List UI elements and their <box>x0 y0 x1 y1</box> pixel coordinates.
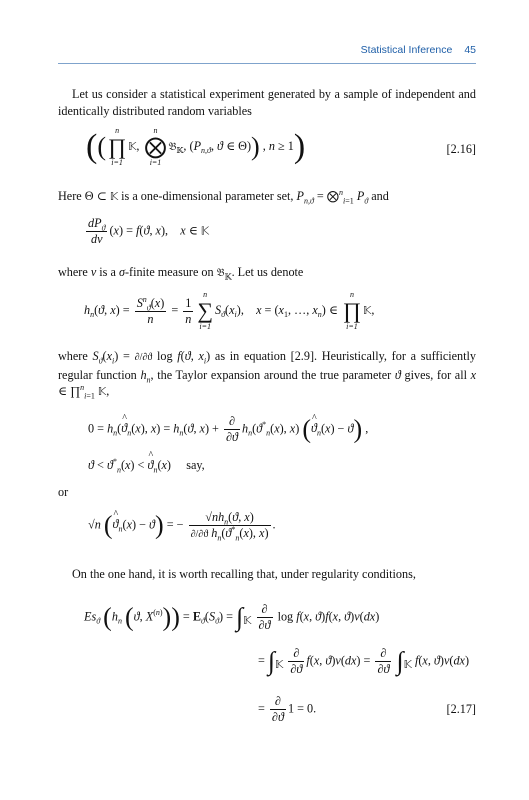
equation-2-17: $Es_ϑ$ ($h_n$ (ϑ, $X^{(n)})) = E_ϑ(S_ϑ) = \int_𝕂$ $\frac{\partial}{\partial ϑ}$ log f(x, ϑ)f(x, ϑ)ν(dx) = $\int_𝕂$ $\frac{\partial}{\partial ϑ}$ f(x, ϑ)ν(dx) = $\frac{\partial}{\partial ϑ}$ $\int_𝕂$ f(x, ϑ)ν(dx) = $\frac{\partial}{\partial ϑ}$ 1 = 0. [2.17] <box>84 602 476 724</box>
text-here: Here <box>58 189 82 203</box>
paragraph-parameter-set: Here Θ ⊂ 𝕂 is a one-dimensional parameter set, $P_{n,ϑ}$ = ⨂$^n_{i=1}$ $P_ϑ$ and <box>58 187 389 206</box>
equation-number-2-16: [2.16] <box>446 142 476 156</box>
paragraph-measure: where ν is a σ-finite measure on 𝔅$_𝕂$. Let us denote <box>58 265 304 282</box>
equation-number-2-17: [2.17] <box>446 702 476 716</box>
text-say: say, <box>186 458 205 472</box>
text-taylor-3: gives, for all <box>404 367 467 382</box>
text-is-a: is a <box>99 265 116 279</box>
equation-density: $\frac{dP_ϑ}{d\nu}$ (x) = f(ϑ, x), x ∈ 𝕂 <box>88 216 210 246</box>
running-header <box>58 44 476 60</box>
text-and: and <box>371 189 389 203</box>
equation-normalized: √n (^ $ϑ_n(x) - ϑ$) = − $\frac{√nh_n(ϑ, x)}{\partial/\partial ϑ h_n(ϑ^*_n(x), x)}$ . <box>58 508 476 554</box>
paragraph-intro: Let us consider a statistical experiment generated by a sample of independent and identically distributed random variables <box>58 87 476 118</box>
paragraph-regularity: On the one hand, it is worth recalling that, under regularity conditions, <box>72 567 416 581</box>
text-let-us-denote: . Let us denote <box>231 265 304 279</box>
text-param-set: is a one-dimensional parameter set, <box>121 189 294 203</box>
text-or: or <box>58 485 69 499</box>
text-where-2: where <box>58 349 88 363</box>
text-taylor-1: as in equation [2.9]. Heuristically, for a sufficiently regular function <box>58 349 477 382</box>
page-number: 45 <box>464 44 476 56</box>
running-title: Statistical Inference <box>360 44 453 56</box>
equation-bounds: $ϑ < ϑ^*_n(x)$ < ^ $ϑ_n(x)$ say, <box>58 458 476 478</box>
text-finite-measure: -finite measure on <box>124 265 214 279</box>
text-where: where <box>58 265 88 279</box>
equation-taylor: $0 = h_n(\^{}$ $ϑ_n(x)$, $x) = h_n(ϑ$, x) + $\frac{\partial}{\partial ϑ}$ $h_n(ϑ^*_n(x)$, x) (^ $ϑ_n(x) - ϑ$) , <box>58 412 476 452</box>
equation-2-16: (( n ∏ i=1 𝕂, n ⨂ i=1 𝔅$_𝕂$, ($P_{n,ϑ}$, ϑ ∈ Θ)) , n ≥ 1) [2.16] <box>86 126 476 167</box>
paragraph-taylor: where $S_ϑ(x_i) = \partial/\partial ϑ$ log f(ϑ, $x_i$) as in equation [2.9]. Heuristically, for a sufficiently regular function $h_n$, the Taylor expansion around the true parameter ϑ gives, for all x ∈ ∏$^n_{i=1}$ 𝕂, <box>58 349 477 401</box>
equation-hn: $h_n(ϑ$, x) = $\frac{S^n_ϑ(x)}{n}$ = $\frac{1}{n}$ n ∑ i=1 $S_ϑ(x_i)$, $x = (x_1$, …, $x_n$) ∈ n ∏ i=1 𝕂, <box>84 290 375 331</box>
text-taylor-2: , the Taylor expansion around the true parameter <box>150 367 392 382</box>
header-rule <box>58 63 476 64</box>
